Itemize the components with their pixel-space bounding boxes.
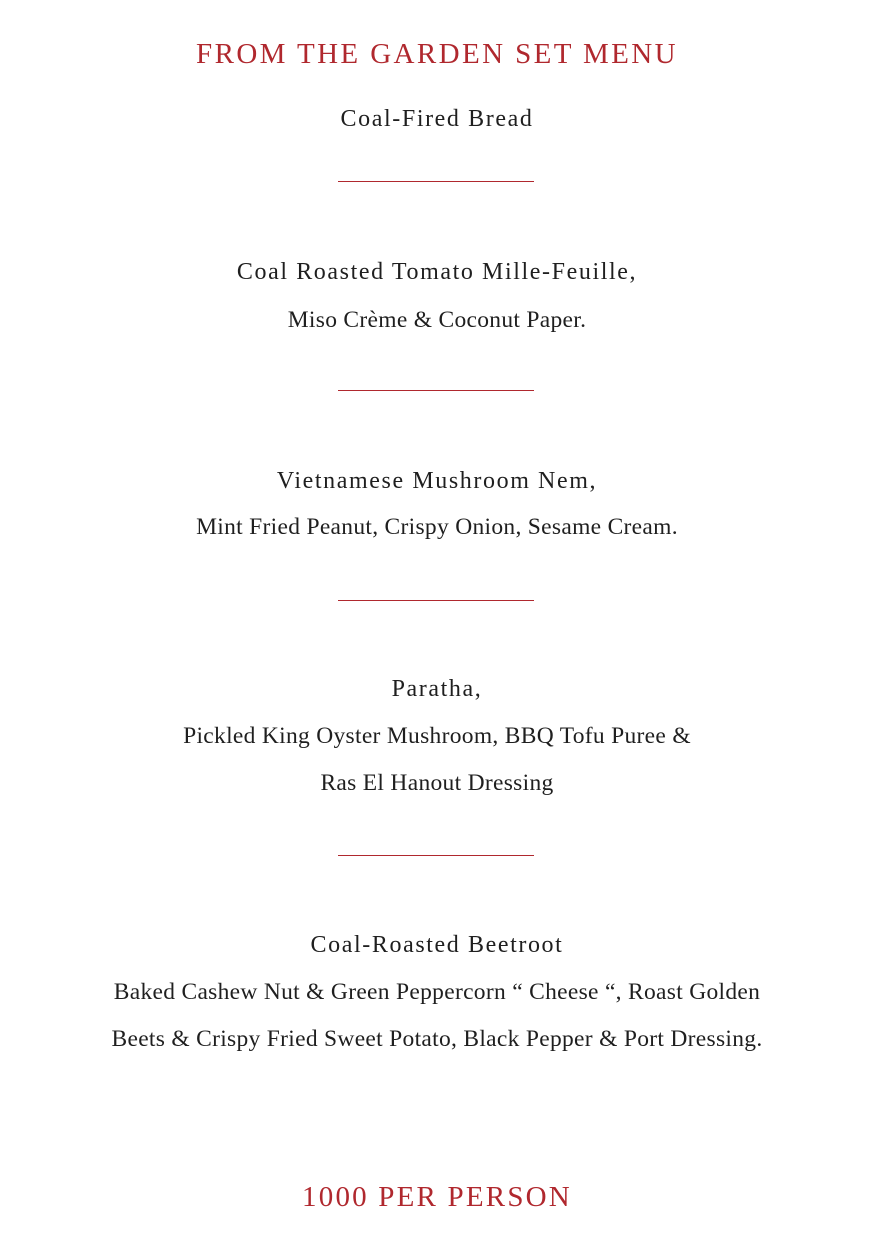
menu-price: 1000 PER PERSON: [302, 1181, 572, 1213]
course-4-description-line-2: Ras El Hanout Dressing: [320, 770, 554, 796]
course-5-name: Coal-Roasted Beetroot: [310, 932, 564, 958]
course-divider-4: [338, 855, 534, 856]
course-5-description-line-1: Baked Cashew Nut & Green Peppercorn “ Cheese “, Roast Golden: [113, 979, 761, 1005]
course-divider-2: [338, 390, 534, 391]
course-4-description-line-1: Pickled King Oyster Mushroom, BBQ Tofu Puree &: [183, 723, 691, 749]
course-3-description-line-1: Mint Fried Peanut, Crispy Onion, Sesame Cream.: [196, 514, 678, 540]
menu-title: FROM THE GARDEN SET MENU: [196, 38, 678, 70]
course-2-description-line-1: Miso Crème & Coconut Paper.: [287, 307, 587, 333]
course-divider-3: [338, 600, 534, 601]
course-5-description-line-2: Beets & Crispy Fried Sweet Potato, Black Pepper & Port Dressing.: [111, 1026, 763, 1052]
course-1-name: Coal-Fired Bread: [340, 106, 534, 132]
course-divider-1: [338, 181, 534, 182]
course-2-name: Coal Roasted Tomato Mille-Feuille,: [236, 259, 638, 285]
course-4-name: Paratha,: [391, 676, 483, 702]
course-3-name: Vietnamese Mushroom Nem,: [276, 468, 598, 494]
